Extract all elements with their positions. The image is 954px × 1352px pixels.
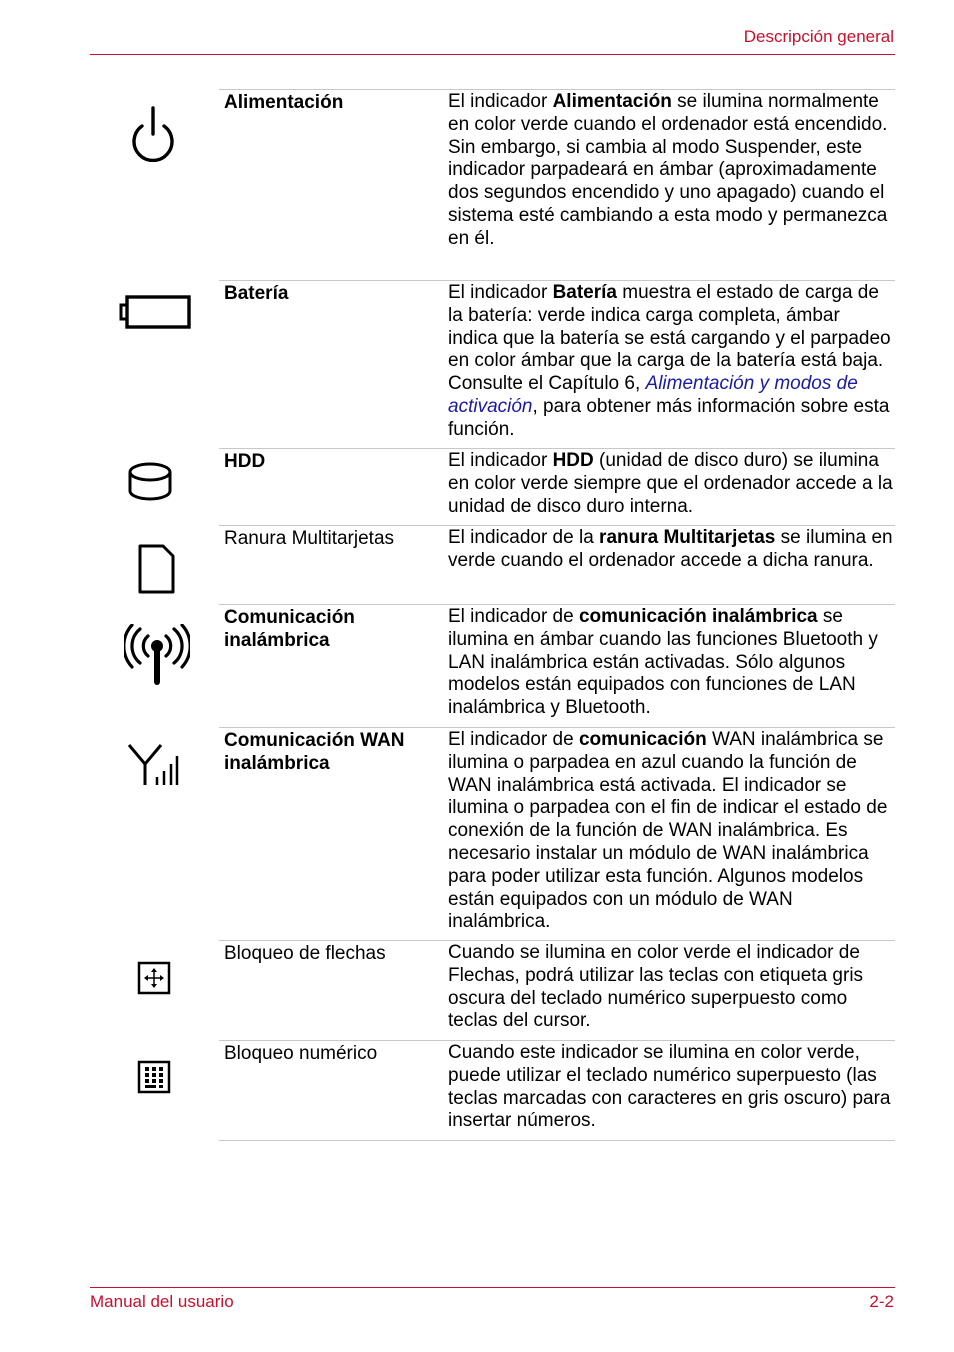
table-row — [219, 1040, 895, 1141]
row-label: Comunicación inalámbrica — [224, 607, 355, 651]
wireless-icon — [124, 624, 190, 686]
header-rule — [90, 54, 895, 55]
row-label: HDD — [224, 451, 266, 472]
wan-antenna-icon — [126, 742, 180, 788]
memory-card-icon — [137, 543, 177, 595]
row-description: Cuando este indicador se ilumina en color verde, puede utilizar el teclado numérico superpuesto (las teclas marcadas con caracteres en gris oscuro) para insertar números. — [448, 1042, 891, 1132]
hdd-icon — [126, 460, 176, 504]
row-label: Alimentación — [224, 92, 344, 113]
row-description: El indicador Batería muestra el estado de carga de la batería: verde indica carga completa, ámbar indica que la batería se está cargando y el parpadeo en color ámbar que la carga de la batería está baja. Consulte el Capítulo 6, Alimentación y modos de activación, para obtener más información sobre esta función. — [448, 282, 891, 440]
table-row — [219, 525, 895, 605]
row-label: Bloqueo de flechas — [224, 943, 386, 964]
table-row — [219, 89, 895, 280]
row-description: El indicador de comunicación WAN inalámbrica se ilumina o parpadea en azul cuando la función de WAN inalámbrica está activada. El indicador se ilumina o parpadea con el fin de indicar el estado de conexión de la función de WAN inalámbrica. Es necesario instalar un módulo de WAN inalámbrica para poder utilizar esta función. Algunos modelos están equipados con un módulo de WAN inalámbrica. — [448, 729, 888, 933]
row-description: Cuando se ilumina en color verde el indicador de Flechas, podrá utilizar las teclas con etiqueta gris oscura del teclado numérico superpuesto como teclas del cursor. — [448, 942, 864, 1032]
table-row — [219, 940, 895, 1041]
table-row — [219, 727, 895, 941]
footer-rule — [90, 1287, 895, 1288]
chapter-link[interactable]: Alimentación y modos de activación — [448, 373, 858, 417]
row-description: El indicador Alimentación se ilumina normalmente en color verde cuando el ordenador está encendido. Sin embargo, si cambia al modo Suspender, este indicador parpadeará en ámbar (aproximadamente dos segundos encendido y uno apagado) cuando el sistema esté cambiando a esta modo y permanezca en él. — [448, 91, 888, 249]
numeric-lock-icon — [137, 1060, 171, 1094]
row-description: El indicador de la ranura Multitarjetas se ilumina en verde cuando el ordenador accede a dicha ranura. — [448, 527, 893, 571]
table-bottom-border — [219, 1140, 895, 1141]
row-label: Bloqueo numérico — [224, 1043, 378, 1064]
row-label: Batería — [224, 283, 289, 304]
row-label: Comunicación WAN inalámbrica — [224, 730, 405, 774]
row-description: El indicador HDD (unidad de disco duro) se ilumina en color verde siempre que el ordenador accede a la unidad de disco duro interna. — [448, 450, 893, 517]
power-icon — [128, 104, 178, 162]
table-row — [219, 448, 895, 526]
arrow-lock-icon — [137, 961, 171, 995]
footer-manual-title: Manual del usuario — [90, 1292, 234, 1311]
table-row — [219, 604, 895, 728]
row-label: Ranura Multitarjetas — [224, 528, 395, 549]
row-description: El indicador de comunicación inalámbrica se ilumina en ámbar cuando las funciones Bluetooth y LAN inalámbrica están activadas. Sólo algunos modelos están equipados con funciones de LAN inalámbrica y Bluetooth. — [448, 606, 878, 719]
page-number: 2-2 — [869, 1292, 894, 1311]
running-header: Descripción general — [743, 27, 894, 46]
table-row — [219, 280, 895, 449]
battery-icon — [118, 294, 192, 330]
